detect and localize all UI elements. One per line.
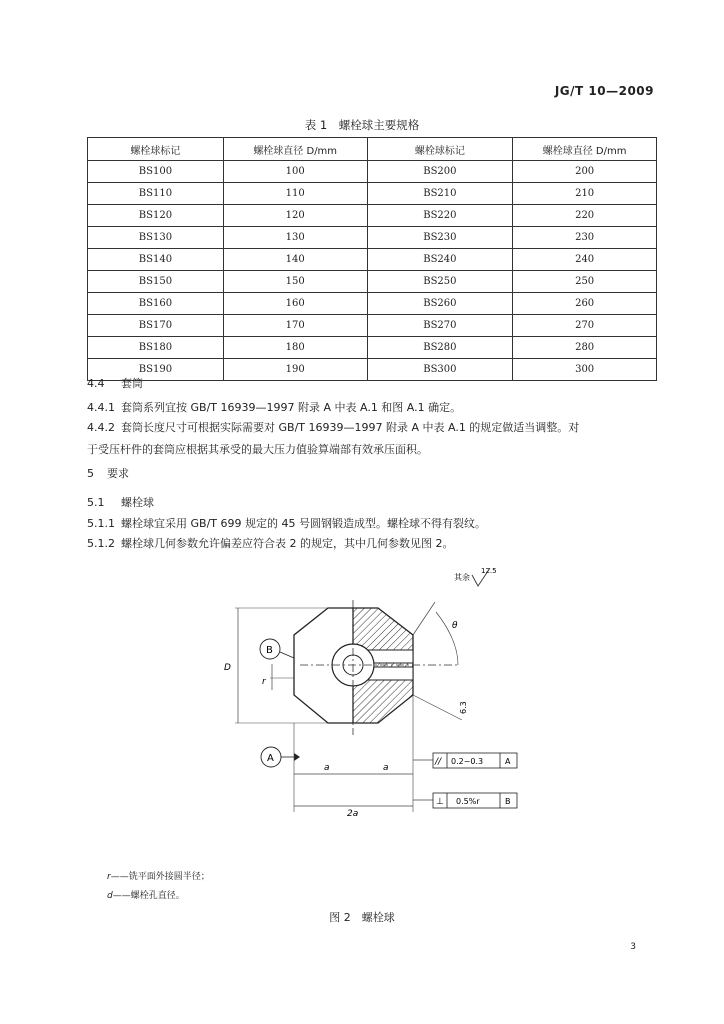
table-row bbox=[88, 227, 657, 249]
angle-arc bbox=[436, 612, 458, 665]
legend-text: ——螺栓孔直径。 bbox=[112, 891, 185, 901]
clause-4-4-1 bbox=[87, 400, 461, 416]
table-cell: 220 bbox=[513, 205, 657, 227]
table-cell: 270 bbox=[513, 315, 657, 337]
angle-leader bbox=[413, 602, 435, 635]
table-cell: 170 bbox=[223, 315, 367, 337]
table-cell: 130 bbox=[223, 227, 367, 249]
table-cell: BS160 bbox=[88, 293, 224, 315]
table-title: 表 1 螺栓球主要规格 bbox=[304, 118, 420, 132]
table-cell: 210 bbox=[513, 183, 657, 205]
table-cell: 100 bbox=[223, 161, 367, 183]
tolerance-value: 0.2~0.3 bbox=[451, 757, 484, 766]
table-cell: 260 bbox=[513, 293, 657, 315]
table-cell: BS140 bbox=[88, 249, 224, 271]
bolt-ball-figure bbox=[200, 560, 530, 830]
table-cell: 160 bbox=[223, 293, 367, 315]
section-number: 5 bbox=[87, 467, 94, 480]
column-header: 螺栓球直径 D/mm bbox=[513, 138, 657, 161]
legend-text: ——铣平面外接圆半径； bbox=[110, 872, 210, 882]
dim-label-r: r bbox=[262, 677, 266, 687]
table-cell: BS120 bbox=[88, 205, 224, 227]
table-row bbox=[88, 271, 657, 293]
section-title: 螺栓球 bbox=[121, 496, 154, 509]
clause-text: 螺栓球几何参数允许偏差应符合表 2 的规定，其中几何参数见图 2。 bbox=[121, 537, 454, 550]
table-row bbox=[88, 249, 657, 271]
section-5-heading bbox=[87, 466, 129, 482]
table-cell: 230 bbox=[513, 227, 657, 249]
tolerance-value: 0.5%r bbox=[456, 797, 480, 806]
clause-number: 5.1.2 bbox=[87, 537, 115, 550]
table-row bbox=[88, 315, 657, 337]
clause-text: 螺栓球宜采用 GB/T 699 规定的 45 号圆钢锻造成型。螺栓球不得有裂纹。 bbox=[121, 517, 486, 530]
legend-symbol: r bbox=[107, 872, 111, 882]
table-cell: 120 bbox=[223, 205, 367, 227]
table-cell: BS270 bbox=[367, 315, 513, 337]
datum-a-label: A bbox=[267, 753, 274, 764]
table-cell: 300 bbox=[513, 359, 657, 381]
spec-table bbox=[87, 137, 657, 381]
roughness-label: 其余 bbox=[454, 573, 470, 582]
legend-symbol: d bbox=[107, 891, 113, 901]
tolerance-datum: B bbox=[505, 797, 511, 806]
clause-4-4-2-continued: 于受压杆件的套筒应根据其承受的最大压力值验算端部有效承压面积。 bbox=[87, 443, 428, 456]
clause-5-1-2 bbox=[87, 536, 454, 552]
roughness-value: 12.5 bbox=[481, 567, 497, 575]
datum-b-leader bbox=[280, 652, 294, 658]
clause-number: 4.4.1 bbox=[87, 401, 115, 414]
table-cell: BS300 bbox=[367, 359, 513, 381]
table-cell: BS260 bbox=[367, 293, 513, 315]
table-cell: 140 bbox=[223, 249, 367, 271]
table-row bbox=[88, 205, 657, 227]
table-cell: 200 bbox=[513, 161, 657, 183]
table-cell: BS200 bbox=[367, 161, 513, 183]
perpendicularity-icon: ⊥ bbox=[436, 797, 444, 807]
surface-roughness-value: 6.3 bbox=[459, 701, 468, 714]
table-cell: BS250 bbox=[367, 271, 513, 293]
figure-legend-item bbox=[107, 869, 210, 882]
clause-text: 套筒系列宜按 GB/T 16939—1997 附录 A 中表 A.1 和图 A.1 确定。 bbox=[121, 401, 462, 414]
table-row bbox=[88, 161, 657, 183]
table-cell: BS210 bbox=[367, 183, 513, 205]
standard-code: JG/T 10—2009 bbox=[554, 84, 654, 98]
table-row bbox=[88, 337, 657, 359]
table-cell: BS240 bbox=[367, 249, 513, 271]
table-cell: 190 bbox=[223, 359, 367, 381]
table-cell: BS190 bbox=[88, 359, 224, 381]
table-cell: BS100 bbox=[88, 161, 224, 183]
dim-label-theta: θ bbox=[452, 621, 458, 631]
table-row bbox=[88, 293, 657, 315]
section-title: 要求 bbox=[107, 467, 129, 480]
section-number: 5.1 bbox=[87, 496, 105, 509]
table-cell: BS280 bbox=[367, 337, 513, 359]
clause-text-line1: 套筒长度尺寸可根据实际需要对 GB/T 16939—1997 附录 A 中表 A.1 的规定做适当调整。对 bbox=[121, 421, 580, 434]
table-cell: BS130 bbox=[88, 227, 224, 249]
datum-b-label: B bbox=[266, 645, 273, 656]
column-header: 螺栓球直径 D/mm bbox=[223, 138, 367, 161]
table-cell: BS180 bbox=[88, 337, 224, 359]
table-cell: BS150 bbox=[88, 271, 224, 293]
surface-leader bbox=[413, 695, 462, 720]
table-cell: BS110 bbox=[88, 183, 224, 205]
figure-legend-item bbox=[107, 888, 185, 901]
table-cell: BS170 bbox=[88, 315, 224, 337]
column-header: 螺栓球标记 bbox=[367, 138, 513, 161]
clause-number: 5.1.1 bbox=[87, 517, 115, 530]
table-cell: 110 bbox=[223, 183, 367, 205]
table-cell: BS230 bbox=[367, 227, 513, 249]
clause-number: 4.4.2 bbox=[87, 421, 115, 434]
dim-label-a-right: a bbox=[383, 763, 389, 773]
table-cell: BS220 bbox=[367, 205, 513, 227]
dim-label-2a: 2a bbox=[347, 809, 359, 819]
parallelism-icon: // bbox=[435, 757, 442, 767]
section-4-4-heading bbox=[87, 376, 143, 392]
tolerance-datum: A bbox=[505, 757, 511, 766]
table-cell: 150 bbox=[223, 271, 367, 293]
dim-label-a: a bbox=[324, 763, 330, 773]
clause-5-1-1 bbox=[87, 516, 486, 532]
table-header-row bbox=[88, 138, 657, 161]
table-cell: 240 bbox=[513, 249, 657, 271]
section-number: 4.4 bbox=[87, 377, 105, 390]
figure-caption: 图 2 螺栓球 bbox=[329, 911, 395, 924]
table-cell: 250 bbox=[513, 271, 657, 293]
table-row bbox=[88, 183, 657, 205]
section-title: 套筒 bbox=[121, 377, 143, 390]
table-row bbox=[88, 359, 657, 381]
dim-label-D: D bbox=[224, 663, 231, 673]
datum-a-arrow bbox=[294, 753, 300, 761]
table-cell: 280 bbox=[513, 337, 657, 359]
section-5-1-heading bbox=[87, 495, 154, 511]
page-number: 3 bbox=[630, 942, 636, 952]
clause-4-4-2 bbox=[87, 420, 579, 436]
table-cell: 180 bbox=[223, 337, 367, 359]
column-header: 螺栓球标记 bbox=[88, 138, 224, 161]
